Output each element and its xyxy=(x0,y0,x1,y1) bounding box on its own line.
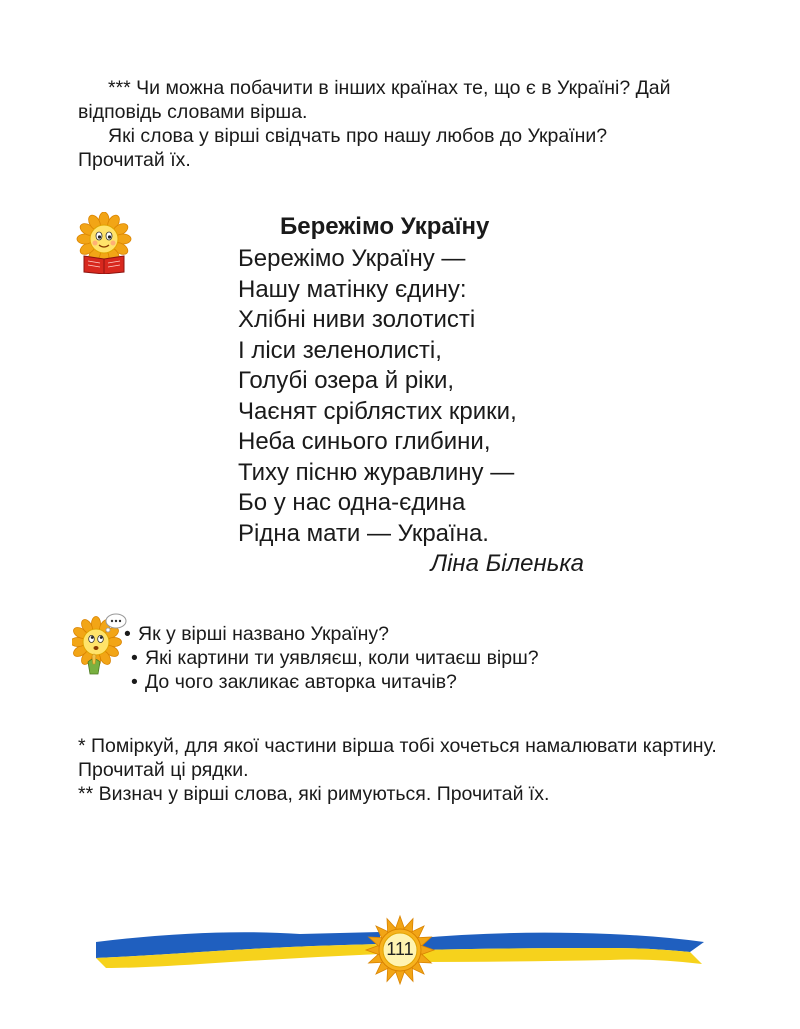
poem-line: Тиху пісню журавлину — xyxy=(238,458,515,486)
intro-text xyxy=(78,76,698,172)
question-list xyxy=(124,622,539,694)
poem-line: Бережімо Україну — xyxy=(238,245,466,272)
sunflower-thinking-icon xyxy=(72,612,128,676)
bullet: • xyxy=(131,647,138,669)
page-footer xyxy=(90,908,710,988)
poem-line: Рідна мати — Україна. xyxy=(238,519,489,547)
poem-line: Неба синього глибини, xyxy=(238,428,491,455)
list-item xyxy=(124,646,539,670)
tasks-text xyxy=(78,734,738,806)
poem-lines xyxy=(238,244,598,549)
list-item xyxy=(124,622,539,646)
poem-line: Бо у нас одна-єдина xyxy=(238,489,466,516)
sunflower-reading-icon xyxy=(76,212,132,274)
poem-line: Хлібні ниви золотисті xyxy=(238,306,476,333)
poem-line: І ліси зеленолисті, xyxy=(238,336,442,364)
page-number: 111 xyxy=(386,939,414,959)
poem xyxy=(238,212,598,579)
poem-line: Чаєнят сріблястих крики, xyxy=(238,397,517,425)
bullet: • xyxy=(124,623,131,645)
book-icon xyxy=(84,256,124,274)
intro-paragraph-1: *** Чи можна побачити в інших країнах те, що є в Україні? Дай відповідь словами вірша. xyxy=(78,77,671,123)
bullet: • xyxy=(131,671,138,693)
task-paragraph-1: * Поміркуй, для якої частини вірша тобі хочеться намалювати картину. Прочитай ці рядки. xyxy=(78,735,717,781)
list-item xyxy=(124,670,539,694)
poem-author: Ліна Біленька xyxy=(430,550,584,577)
task-paragraph-2: ** Визнач у вірші слова, які римуються. Прочитай їх. xyxy=(78,783,550,805)
poem-line: Нашу матінку єдину: xyxy=(238,275,467,303)
poem-line: Голубі озера й ріки, xyxy=(238,367,455,394)
question-text: Які картини ти уявляєш, коли читаєш вірш? xyxy=(145,647,539,669)
question-text: Як у вірші названо Україну? xyxy=(138,623,389,645)
question-text: До чого закликає авторка читачів? xyxy=(145,671,457,693)
poem-title: Бережімо Україну xyxy=(280,213,490,240)
intro-paragraph-2: Які слова у вірші свідчать про нашу любов до України? Прочитай їх. xyxy=(78,125,608,171)
